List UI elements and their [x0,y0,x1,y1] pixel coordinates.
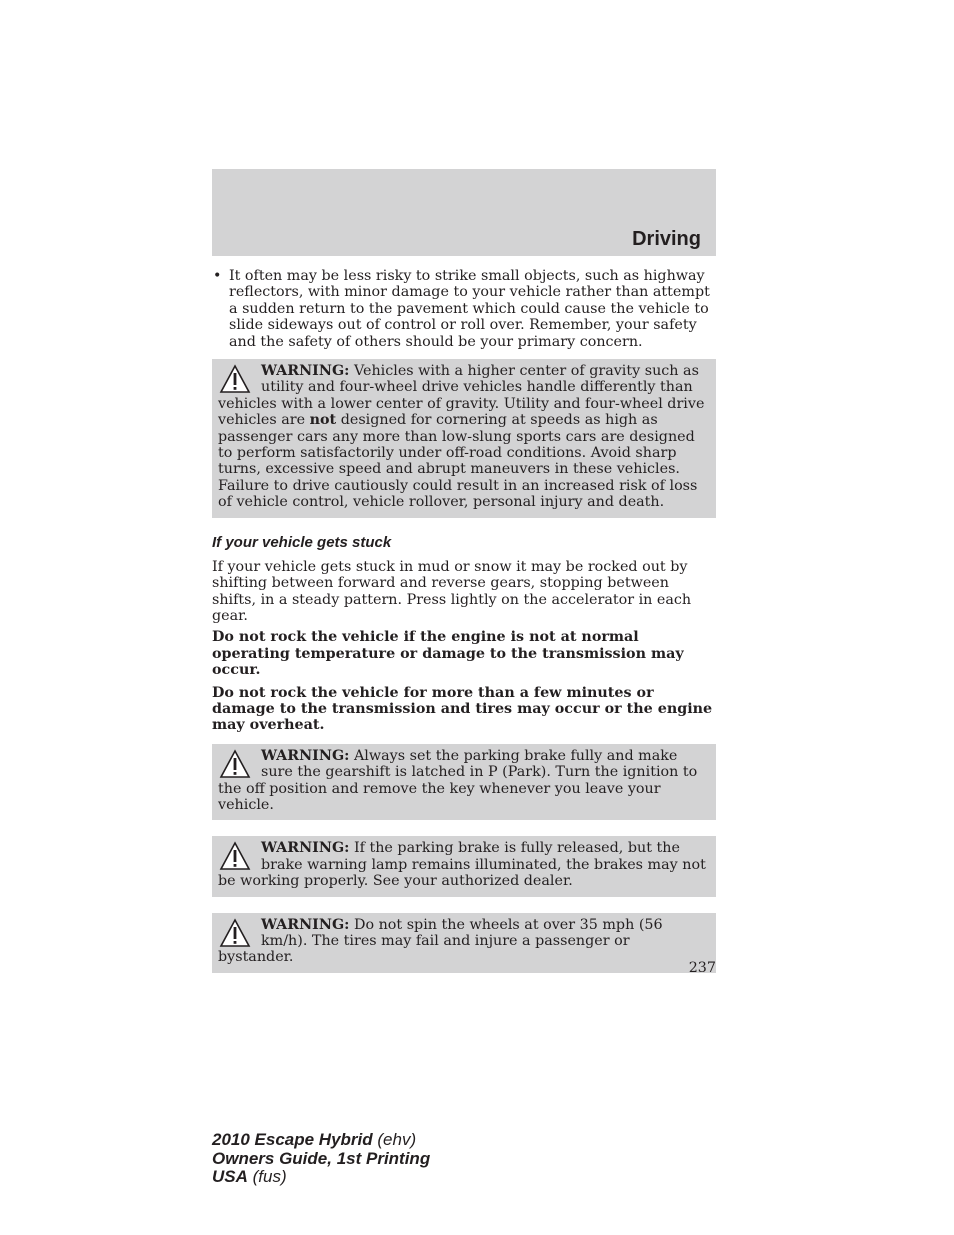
page-content [212,268,716,989]
footer-line-model [212,1131,430,1150]
warning-label: WARNING: [261,916,350,933]
section-header-band [212,169,716,256]
warning-text: If the parking brake is fully released, but the brake warning lamp remains illuminated, the brakes may not be working properly. See your authorized dealer. [218,840,706,890]
list-item [212,268,716,350]
footer-market-code: (fus) [252,1167,287,1186]
footer [212,1131,430,1187]
warning-box [212,744,716,821]
footer-edition: Owners Guide, 1st Printing [212,1148,431,1168]
bullet-text: It often may be less risky to strike small objects, such as highway reflectors, with minor damage to your vehicle rather than attempt a sudden return to the pavement which could cause the vehicle to slide sideways out of control or roll over. Remember, your safety and the safety of others should be your primary concern. [229,268,710,350]
warning-triangle-icon [218,917,252,949]
section-title: Driving [632,228,701,250]
footer-line-edition [212,1150,430,1169]
warning-text: Vehicles with a higher center of gravity such as utility and four-wheel drive vehicles handle differently than vehicles with a lower center of gravity. Utility and four-wheel drive vehicles are [218,363,705,429]
caution-paragraph: Do not rock the vehicle if the engine is not at normal operating temperature or damage to the transmission may occur. [212,629,684,679]
warning-box [212,836,716,896]
footer-line-market [212,1168,430,1187]
warning-label: WARNING: [261,363,350,380]
warning-text: Always set the parking brake fully and make sure the gearshift is latched in P (Park). Turn the ignition to the off position and remove the key whenever you leave your vehicle. [218,747,698,813]
warning-triangle-icon [218,748,252,780]
warning-box [212,913,716,973]
page-number: 237 [688,960,716,976]
warning-text-continued: designed for cornering at speeds as high as passenger cars any more than low-slung sports cars are designed to perform satisfactorily under off-road conditions. Avoid sharp turns, excessive speed and abrupt maneuvers in these vehicles. Failure to drive cautiously could result in an increased risk of loss of vehicle control, vehicle rollover, personal injury and death. [218,412,698,511]
footer-model-code: (ehv) [377,1130,417,1149]
warning-triangle-icon [218,840,252,872]
warning-box [212,359,716,518]
warning-triangle-icon [218,363,252,395]
warning-label: WARNING: [261,747,350,764]
warning-label: WARNING: [261,840,350,857]
warning-emphasis: not [309,412,337,429]
footer-model: 2010 Escape Hybrid [212,1130,373,1149]
warning-text: Do not spin the wheels at over 35 mph (56 km/h). The tires may fail and injure a passenger or bystander. [218,916,663,966]
footer-market: USA [212,1167,248,1186]
paragraph: If your vehicle gets stuck in mud or snow it may be rocked out by shifting between forward and reverse gears, stopping between shifts, in a steady pattern. Press lightly on the accelerator in each gear. [212,558,692,624]
bullet-icon: • [213,268,222,284]
caution-paragraph: Do not rock the vehicle for more than a few minutes or damage to the transmission and tires may occur or the engine may overheat. [212,684,713,734]
section-subheading: If your vehicle gets stuck [212,533,392,551]
